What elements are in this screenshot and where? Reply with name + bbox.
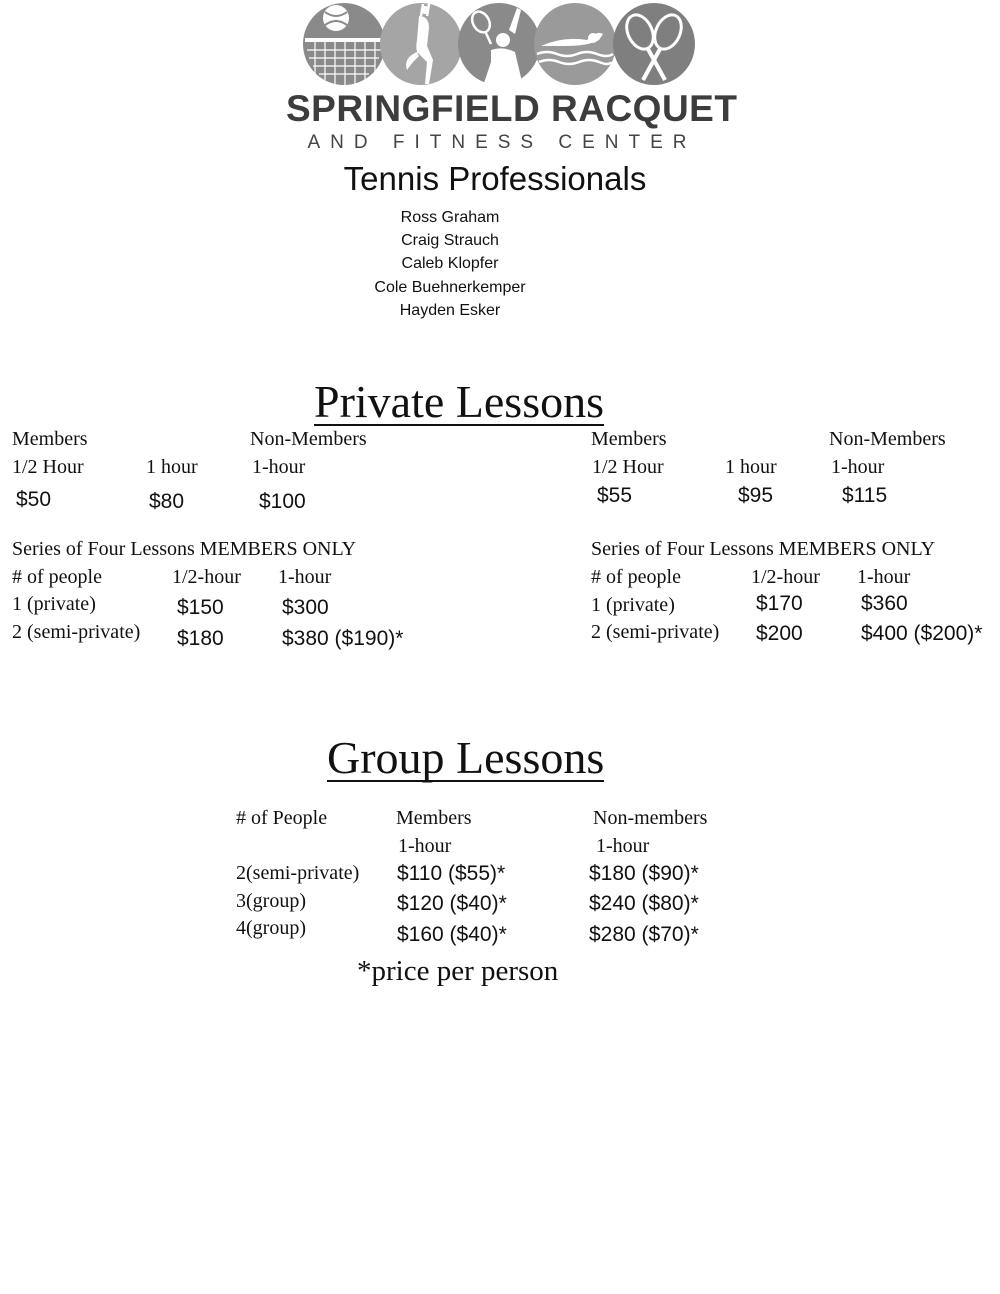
- half-hour-header: 1/2 Hour: [12, 456, 84, 478]
- series-row-half: $150: [177, 596, 224, 619]
- group-row-label: 2(semi-private): [236, 862, 360, 884]
- series-row-half: $200: [756, 622, 803, 645]
- price-footnote: *price per person: [357, 955, 559, 987]
- series-row-label: 2 (semi-private): [591, 621, 720, 643]
- group-row-label: 4(group): [236, 917, 306, 939]
- group-members-subheader: 1-hour: [398, 835, 452, 857]
- series-hour-header: 1-hour: [857, 566, 911, 588]
- group-members-header: Members: [396, 807, 472, 829]
- series-title: Series of Four Lessons MEMBERS ONLY: [591, 538, 936, 560]
- group-people-header: # of People: [236, 807, 328, 829]
- logo-circles: [303, 0, 701, 90]
- series-half-header: 1/2-hour: [172, 566, 241, 588]
- crossed-racquets-icon: [613, 3, 695, 85]
- group-row-members: $160 ($40)*: [397, 923, 507, 946]
- tennis-ball-net-icon: [303, 3, 385, 85]
- group-lessons-title: Group Lessons: [327, 732, 605, 783]
- group-row-members: $110 ($55)*: [397, 862, 506, 885]
- pro-name: Craig Strauch: [401, 232, 499, 250]
- series-people-header: # of people: [591, 566, 681, 588]
- series-row-half: $180: [177, 627, 224, 650]
- pro-name: Hayden Esker: [399, 301, 501, 319]
- swimmer-icon: [534, 3, 616, 85]
- price-one-hour: $80: [149, 490, 185, 513]
- nonmember-hour-header: 1-hour: [831, 456, 885, 478]
- group-row-label: 3(group): [236, 890, 306, 912]
- price-one-hour: $95: [738, 484, 774, 507]
- group-nonmembers-header: Non-members: [593, 807, 708, 829]
- private-lessons-title: Private Lessons: [314, 376, 605, 427]
- series-row-hour: $300: [282, 596, 329, 619]
- group-nonmembers-subheader: 1-hour: [596, 835, 650, 857]
- members-label: Members: [12, 428, 88, 450]
- nonmember-hour-header: 1-hour: [252, 456, 306, 478]
- pros-list: [340, 206, 560, 322]
- series-hour-header: 1-hour: [278, 566, 332, 588]
- series-half-header: 1/2-hour: [751, 566, 820, 588]
- pro-name: Ross Graham: [400, 209, 500, 226]
- group-row-nonmembers: $240 ($80)*: [589, 892, 699, 915]
- price-half-hour: $50: [16, 488, 52, 511]
- pros-title: Tennis Professionals: [343, 160, 647, 197]
- members-label: Members: [591, 428, 667, 450]
- series-row-hour: $380 ($190)*: [282, 627, 404, 650]
- series-people-header: # of people: [12, 566, 102, 588]
- series-title: Series of Four Lessons MEMBERS ONLY: [12, 538, 357, 560]
- series-row-hour: $400 ($200)*: [861, 622, 983, 645]
- group-row-nonmembers: $180 ($90)*: [589, 862, 699, 885]
- nonmembers-label: Non-Members: [829, 428, 946, 450]
- yoga-figure-icon: [380, 3, 462, 85]
- one-hour-header: 1 hour: [146, 456, 198, 478]
- tennis-player-icon: [458, 3, 540, 86]
- series-row-half: $170: [756, 592, 803, 615]
- pro-name: Cole Buehnerkemper: [374, 278, 526, 296]
- one-hour-header: 1 hour: [725, 456, 777, 478]
- nonmembers-label: Non-Members: [250, 428, 367, 450]
- logo-subtitle: AND FITNESS CENTER: [307, 132, 697, 153]
- group-row-members: $120 ($40)*: [397, 892, 507, 915]
- pro-name: Caleb Klopfer: [401, 255, 499, 273]
- series-row-label: 1 (private): [12, 593, 96, 615]
- price-nonmember: $115: [842, 484, 888, 507]
- group-row-nonmembers: $280 ($70)*: [589, 923, 699, 946]
- series-row-label: 2 (semi-private): [12, 621, 141, 643]
- half-hour-header: 1/2 Hour: [592, 456, 664, 478]
- series-row-hour: $360: [861, 592, 908, 615]
- series-row-label: 1 (private): [591, 594, 675, 616]
- price-half-hour: $55: [597, 484, 633, 507]
- price-nonmember: $100: [259, 490, 306, 513]
- logo-name: SPRINGFIELD RACQUET: [286, 88, 738, 129]
